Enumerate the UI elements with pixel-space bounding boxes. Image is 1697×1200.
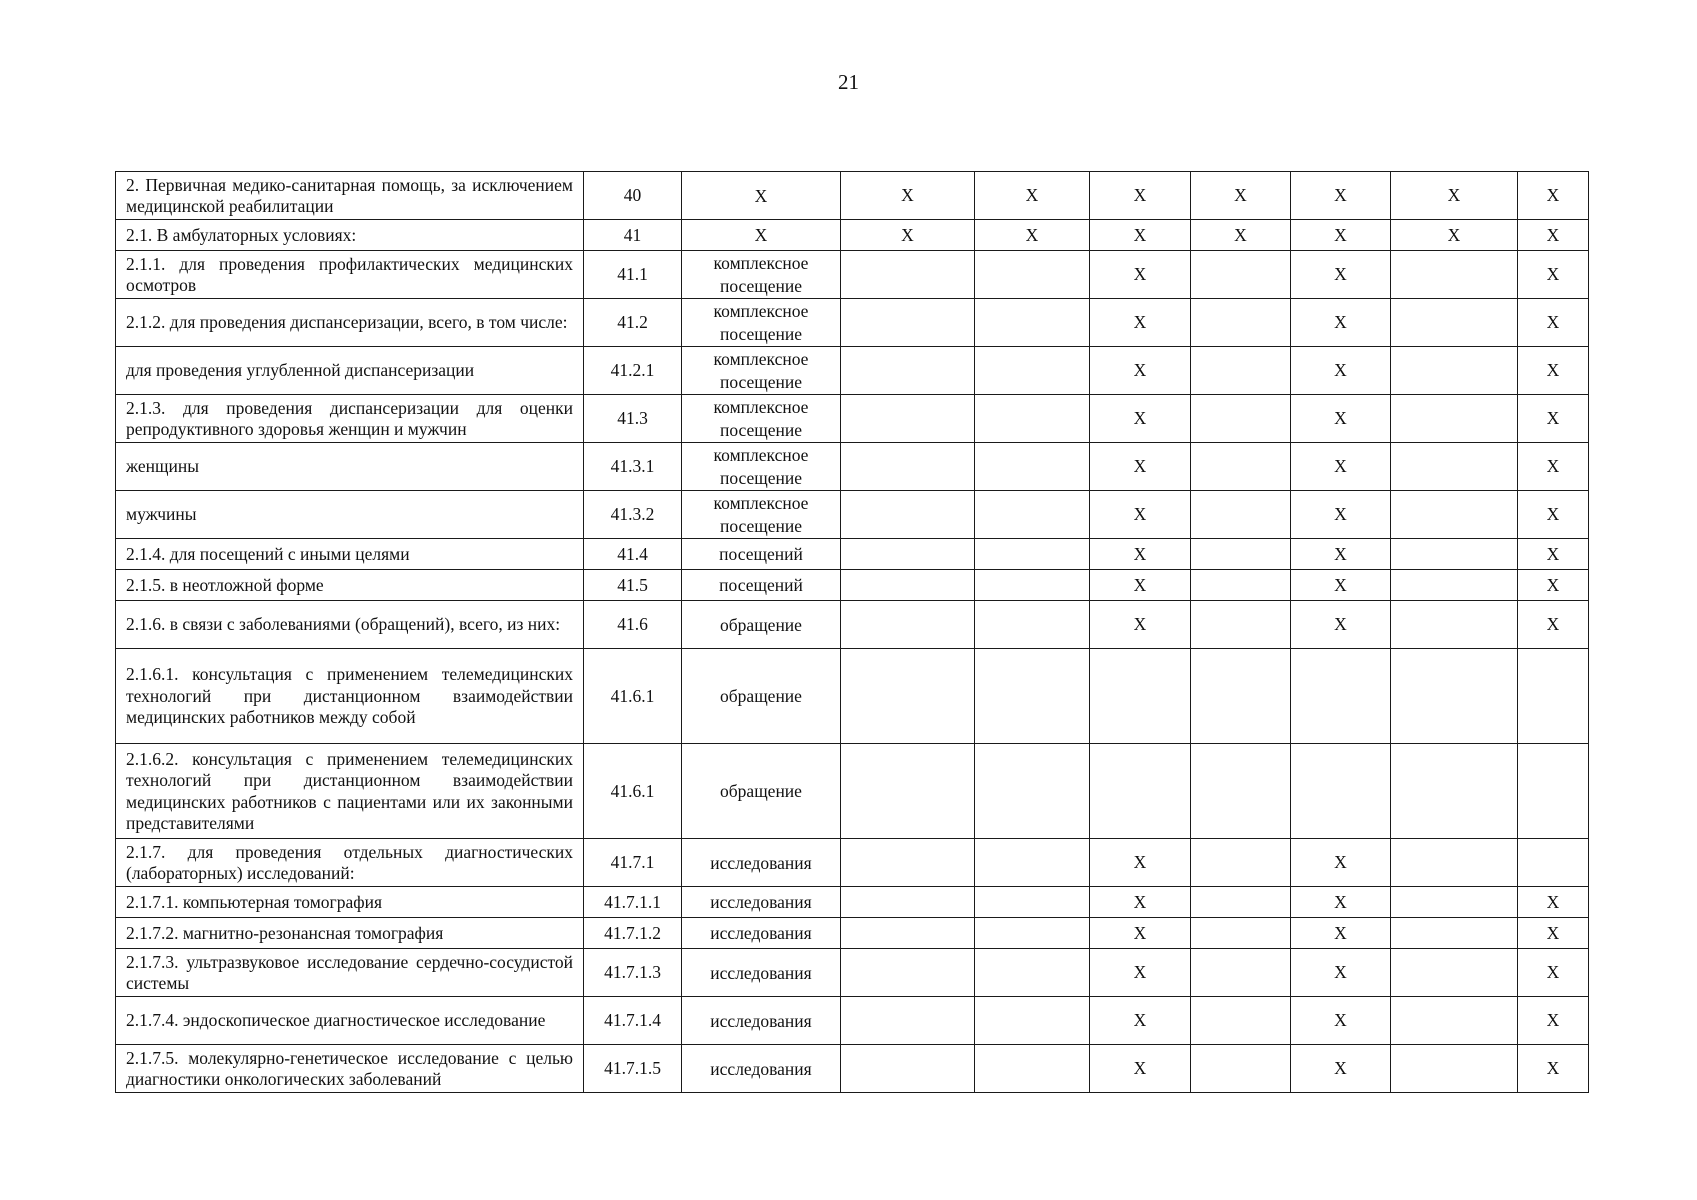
mark-cell — [975, 744, 1090, 839]
mark-cell — [1518, 649, 1589, 744]
mark-cell — [1191, 918, 1291, 949]
row-unit-cell: исследования — [682, 839, 841, 887]
mark-cell: Х — [1518, 299, 1589, 347]
row-name-cell: для проведения углубленной диспансеризации — [116, 347, 584, 395]
mark-cell — [841, 601, 975, 649]
mark-cell — [1391, 347, 1518, 395]
row-name-cell: мужчины — [116, 491, 584, 539]
mark-cell — [1191, 1045, 1291, 1093]
mark-cell — [841, 539, 975, 570]
mark-cell — [1191, 744, 1291, 839]
mark-cell — [1191, 649, 1291, 744]
mark-cell — [975, 251, 1090, 299]
mark-cell: Х — [1518, 887, 1589, 918]
mark-cell — [1391, 839, 1518, 887]
mark-cell: Х — [1291, 570, 1391, 601]
mark-cell — [975, 347, 1090, 395]
row-unit-cell: исследования — [682, 918, 841, 949]
row-code-cell: 41.7.1.5 — [584, 1045, 682, 1093]
row-code-cell: 41.4 — [584, 539, 682, 570]
mark-cell: Х — [1090, 997, 1191, 1045]
mark-cell: Х — [1518, 443, 1589, 491]
mark-cell — [1191, 299, 1291, 347]
mark-cell: Х — [841, 220, 975, 251]
mark-cell — [841, 839, 975, 887]
row-unit-cell: комплексное посещение — [682, 299, 841, 347]
row-name-cell: 2.1. В амбулаторных условиях: — [116, 220, 584, 251]
row-code-cell: 41.1 — [584, 251, 682, 299]
table-row — [116, 251, 1589, 299]
row-name-cell: 2.1.7. для проведения отдельных диагностических (лабораторных) исследований: — [116, 839, 584, 887]
row-unit-cell: исследования — [682, 997, 841, 1045]
row-name-cell: 2.1.7.5. молекулярно-генетическое исследование с целью диагностики онкологических заболеваний — [116, 1045, 584, 1093]
row-unit-cell: исследования — [682, 949, 841, 997]
row-name-cell: 2.1.3. для проведения диспансеризации для оценки репродуктивного здоровья женщин и мужчин — [116, 395, 584, 443]
mark-cell: Х — [1090, 299, 1191, 347]
row-code-cell: 41.6.1 — [584, 649, 682, 744]
mark-cell: Х — [1090, 443, 1191, 491]
mark-cell — [841, 443, 975, 491]
mark-cell — [841, 251, 975, 299]
mark-cell — [1191, 949, 1291, 997]
mark-cell: Х — [1291, 601, 1391, 649]
mark-cell: Х — [1291, 220, 1391, 251]
mark-cell — [975, 997, 1090, 1045]
row-code-cell: 41.7.1.3 — [584, 949, 682, 997]
mark-cell: Х — [1291, 299, 1391, 347]
row-name-cell: 2.1.6.2. консультация с применением телемедицинских технологий при дистанционном взаимодействии медицинских работников с пациентами или их законными представителями — [116, 744, 584, 839]
mark-cell — [841, 887, 975, 918]
mark-cell: Х — [1090, 949, 1191, 997]
mark-cell: Х — [1191, 220, 1291, 251]
mark-cell: Х — [1090, 395, 1191, 443]
mark-cell — [975, 949, 1090, 997]
mark-cell: Х — [841, 172, 975, 220]
mark-cell — [1191, 997, 1291, 1045]
mark-cell: Х — [1518, 601, 1589, 649]
mark-cell — [841, 997, 975, 1045]
mark-cell: Х — [1291, 949, 1391, 997]
mark-cell: Х — [1090, 570, 1191, 601]
row-unit-cell: Х — [682, 220, 841, 251]
mark-cell — [1391, 539, 1518, 570]
mark-cell — [1391, 601, 1518, 649]
row-unit-cell: комплексное посещение — [682, 491, 841, 539]
mark-cell: Х — [1518, 491, 1589, 539]
row-unit-cell: Х — [682, 172, 841, 220]
row-code-cell: 41 — [584, 220, 682, 251]
row-unit-cell: исследования — [682, 887, 841, 918]
mark-cell — [1291, 744, 1391, 839]
mark-cell — [975, 649, 1090, 744]
mark-cell — [1090, 649, 1191, 744]
row-code-cell: 41.7.1.2 — [584, 918, 682, 949]
mark-cell: Х — [1090, 172, 1191, 220]
mark-cell: Х — [1291, 491, 1391, 539]
row-unit-cell: комплексное посещение — [682, 347, 841, 395]
table-row — [116, 395, 1589, 443]
mark-cell — [975, 601, 1090, 649]
mark-cell — [975, 491, 1090, 539]
mark-cell — [841, 918, 975, 949]
table-row — [116, 997, 1589, 1045]
mark-cell — [1391, 949, 1518, 997]
mark-cell: Х — [1518, 395, 1589, 443]
row-unit-cell: посещений — [682, 570, 841, 601]
mark-cell: Х — [975, 172, 1090, 220]
table-row — [116, 601, 1589, 649]
mark-cell: Х — [1291, 918, 1391, 949]
table-row — [116, 220, 1589, 251]
mark-cell: Х — [1518, 1045, 1589, 1093]
mark-cell — [841, 744, 975, 839]
mark-cell — [1518, 744, 1589, 839]
table-row — [116, 839, 1589, 887]
mark-cell — [1291, 649, 1391, 744]
mark-cell — [1191, 491, 1291, 539]
mark-cell — [1391, 997, 1518, 1045]
mark-cell: Х — [1391, 220, 1518, 251]
mark-cell: Х — [1518, 570, 1589, 601]
row-unit-cell: посещений — [682, 539, 841, 570]
mark-cell: Х — [1518, 918, 1589, 949]
mark-cell — [841, 570, 975, 601]
mark-cell — [975, 918, 1090, 949]
mark-cell — [1191, 539, 1291, 570]
mark-cell — [1090, 744, 1191, 839]
row-name-cell: 2.1.4. для посещений с иными целями — [116, 539, 584, 570]
row-code-cell: 41.3.1 — [584, 443, 682, 491]
mark-cell — [975, 299, 1090, 347]
mark-cell: Х — [1291, 839, 1391, 887]
row-code-cell: 41.2 — [584, 299, 682, 347]
row-code-cell: 41.7.1 — [584, 839, 682, 887]
row-name-cell: 2.1.2. для проведения диспансеризации, всего, в том числе: — [116, 299, 584, 347]
row-name-cell: 2.1.6. в связи с заболеваниями (обращений), всего, из них: — [116, 601, 584, 649]
row-name-cell: 2.1.7.1. компьютерная томография — [116, 887, 584, 918]
row-code-cell: 41.5 — [584, 570, 682, 601]
row-code-cell: 41.6.1 — [584, 744, 682, 839]
mark-cell: Х — [1391, 172, 1518, 220]
mark-cell: Х — [1518, 172, 1589, 220]
mark-cell — [841, 299, 975, 347]
mark-cell — [1191, 251, 1291, 299]
mark-cell: Х — [1518, 220, 1589, 251]
mark-cell: Х — [1191, 172, 1291, 220]
mark-cell: Х — [1291, 395, 1391, 443]
mark-cell — [1191, 347, 1291, 395]
mark-cell — [975, 887, 1090, 918]
mark-cell: Х — [1518, 539, 1589, 570]
mark-cell — [841, 1045, 975, 1093]
row-unit-cell: комплексное посещение — [682, 443, 841, 491]
table-row — [116, 918, 1589, 949]
mark-cell: Х — [1090, 918, 1191, 949]
mark-cell: Х — [1291, 1045, 1391, 1093]
row-code-cell: 40 — [584, 172, 682, 220]
mark-cell — [841, 347, 975, 395]
mark-cell: Х — [1518, 251, 1589, 299]
mark-cell — [1391, 443, 1518, 491]
mark-cell: Х — [1090, 347, 1191, 395]
mark-cell — [1391, 491, 1518, 539]
mark-cell: Х — [1518, 949, 1589, 997]
table-row — [116, 649, 1589, 744]
table-row — [116, 347, 1589, 395]
mark-cell: Х — [1291, 539, 1391, 570]
row-code-cell: 41.3.2 — [584, 491, 682, 539]
row-unit-cell: обращение — [682, 744, 841, 839]
mark-cell: Х — [1518, 347, 1589, 395]
mark-cell: Х — [975, 220, 1090, 251]
mark-cell: Х — [1090, 220, 1191, 251]
row-name-cell: женщины — [116, 443, 584, 491]
mark-cell: Х — [1291, 997, 1391, 1045]
mark-cell — [1518, 839, 1589, 887]
mark-cell: Х — [1090, 251, 1191, 299]
row-code-cell: 41.6 — [584, 601, 682, 649]
row-name-cell: 2. Первичная медико-санитарная помощь, за исключением медицинской реабилитации — [116, 172, 584, 220]
mark-cell — [1391, 251, 1518, 299]
mark-cell — [1391, 395, 1518, 443]
table-row — [116, 570, 1589, 601]
mark-cell — [975, 570, 1090, 601]
mark-cell: Х — [1291, 347, 1391, 395]
mark-cell — [975, 839, 1090, 887]
mark-cell: Х — [1291, 172, 1391, 220]
mark-cell: Х — [1090, 601, 1191, 649]
mark-cell — [1391, 744, 1518, 839]
row-code-cell: 41.7.1.1 — [584, 887, 682, 918]
mark-cell: Х — [1090, 491, 1191, 539]
mark-cell — [841, 395, 975, 443]
mark-cell: Х — [1090, 1045, 1191, 1093]
mark-cell — [1391, 918, 1518, 949]
document-table — [115, 171, 1589, 1093]
mark-cell — [841, 949, 975, 997]
mark-cell — [1391, 649, 1518, 744]
table-row — [116, 443, 1589, 491]
mark-cell: Х — [1090, 539, 1191, 570]
row-unit-cell: обращение — [682, 649, 841, 744]
mark-cell: Х — [1518, 997, 1589, 1045]
mark-cell: Х — [1090, 839, 1191, 887]
table-row — [116, 491, 1589, 539]
mark-cell: Х — [1291, 887, 1391, 918]
table-row — [116, 172, 1589, 220]
row-unit-cell: обращение — [682, 601, 841, 649]
mark-cell — [1191, 395, 1291, 443]
mark-cell — [1191, 570, 1291, 601]
mark-cell — [1391, 887, 1518, 918]
row-name-cell: 2.1.7.3. ультразвуковое исследование сердечно-сосудистой системы — [116, 949, 584, 997]
row-name-cell: 2.1.1. для проведения профилактических медицинских осмотров — [116, 251, 584, 299]
mark-cell — [975, 395, 1090, 443]
table-row — [116, 539, 1589, 570]
mark-cell — [1391, 570, 1518, 601]
row-unit-cell: комплексное посещение — [682, 251, 841, 299]
mark-cell — [975, 539, 1090, 570]
mark-cell — [1191, 601, 1291, 649]
row-name-cell: 2.1.7.2. магнитно-резонансная томография — [116, 918, 584, 949]
table-row — [116, 949, 1589, 997]
mark-cell — [975, 1045, 1090, 1093]
table-row — [116, 299, 1589, 347]
mark-cell — [1391, 299, 1518, 347]
mark-cell — [975, 443, 1090, 491]
page-number: 21 — [838, 70, 859, 94]
table-row — [116, 887, 1589, 918]
mark-cell — [841, 649, 975, 744]
row-unit-cell: комплексное посещение — [682, 395, 841, 443]
mark-cell — [1191, 887, 1291, 918]
table-row — [116, 1045, 1589, 1093]
row-name-cell: 2.1.6.1. консультация с применением телемедицинских технологий при дистанционном взаимодействии медицинских работников между собой — [116, 649, 584, 744]
table-row — [116, 744, 1589, 839]
row-name-cell: 2.1.5. в неотложной форме — [116, 570, 584, 601]
mark-cell — [841, 491, 975, 539]
row-name-cell: 2.1.7.4. эндоскопическое диагностическое исследование — [116, 997, 584, 1045]
mark-cell: Х — [1291, 443, 1391, 491]
mark-cell — [1191, 443, 1291, 491]
row-unit-cell: исследования — [682, 1045, 841, 1093]
mark-cell — [1391, 1045, 1518, 1093]
row-code-cell: 41.7.1.4 — [584, 997, 682, 1045]
mark-cell — [1191, 839, 1291, 887]
row-code-cell: 41.3 — [584, 395, 682, 443]
row-code-cell: 41.2.1 — [584, 347, 682, 395]
mark-cell: Х — [1090, 887, 1191, 918]
mark-cell: Х — [1291, 251, 1391, 299]
table-body — [116, 172, 1589, 1093]
